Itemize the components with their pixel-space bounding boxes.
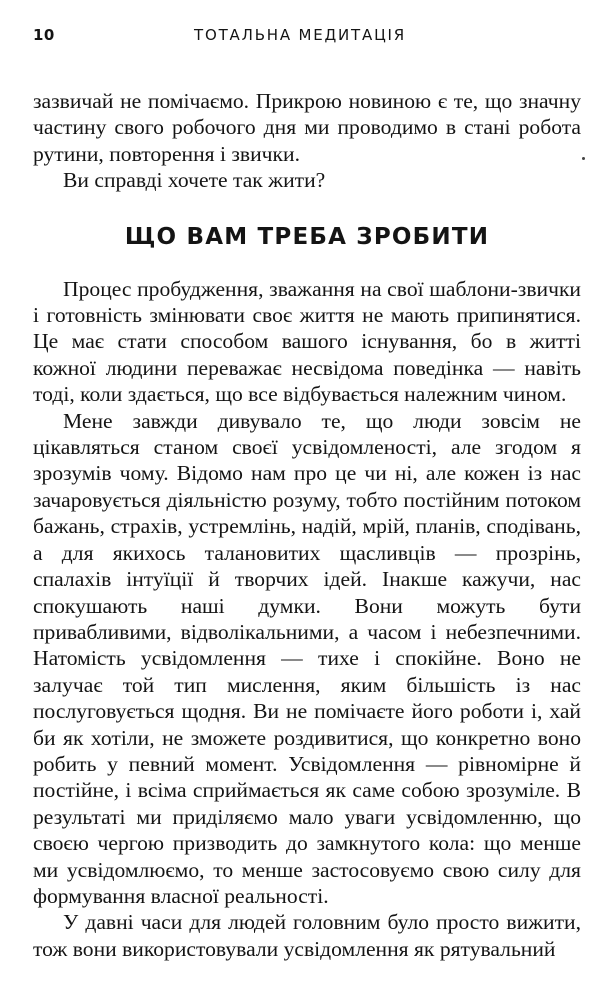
book-title: ТОТАЛЬНА МЕДИТАЦІЯ (194, 26, 406, 44)
page-number: 10 (33, 26, 55, 44)
paragraph-2: Мене завжди дивувало те, що люди зовсім не цікавляться станом своєї усвідомленості, але згодом я зрозумів чому. Відомо нам про це чи ні, але кожен із нас зачаровується діяльністю розуму, тобто постійним потоком бажань, страхів, устремлінь, надій, мрій, планів, сподівань, а для якихось талановитих щасливців — прозрінь, спалахів інтуїції й творчих ідей. Інакше кажучи, нас спокушають наші думки. Вони можуть бути привабливими, відволікальними, а часом і небезпечними. Натомість усвідомлення — тихе і спокійне. Воно не залучає той тип мислення, яким більшість із нас послуговується щодня. Ви не помічаєте його роботи і, хай би як хотіли, не зможете роздивитися, що конкретно воно робить у певний момент. Усвідомлення — рівномірне й постійне, і всіма сприймається як саме собою зрозуміле. В результаті ми приділяємо мало уваги усвідомленню, що своєю чергою призводить до замкнутого кола: що менше ми усвідомлюємо, то менше застосовуємо свою силу для формування власної реальності. (33, 408, 581, 908)
margin-dot (582, 157, 585, 160)
section-heading: ЩО ВАМ ТРЕБА ЗРОБИТИ (124, 223, 490, 250)
intro-paragraph: зазвичай не помічаємо. Прикрою новиною є те, що значну частину свого робочого дня ми проводимо в стані робота рутини, повторення і звички. (33, 89, 581, 166)
question-paragraph: Ви справді хочете так жити? (63, 168, 326, 193)
running-head (0, 26, 600, 46)
page-body (33, 88, 581, 962)
paragraph-1: Процес пробудження, зважання на свої шаблони-звички і готовність змінювати своє життя не мають припинятися. Це має стати способом вашого існування, бо в житті кожної людини переважає несвідома поведінка — навіть тоді, коли здається, що все відбувається належним чином. (33, 276, 581, 407)
paragraph-3: У давні часи для людей головним було просто вижити, тож вони використовували усвідомлення як рятувальний (33, 910, 581, 961)
